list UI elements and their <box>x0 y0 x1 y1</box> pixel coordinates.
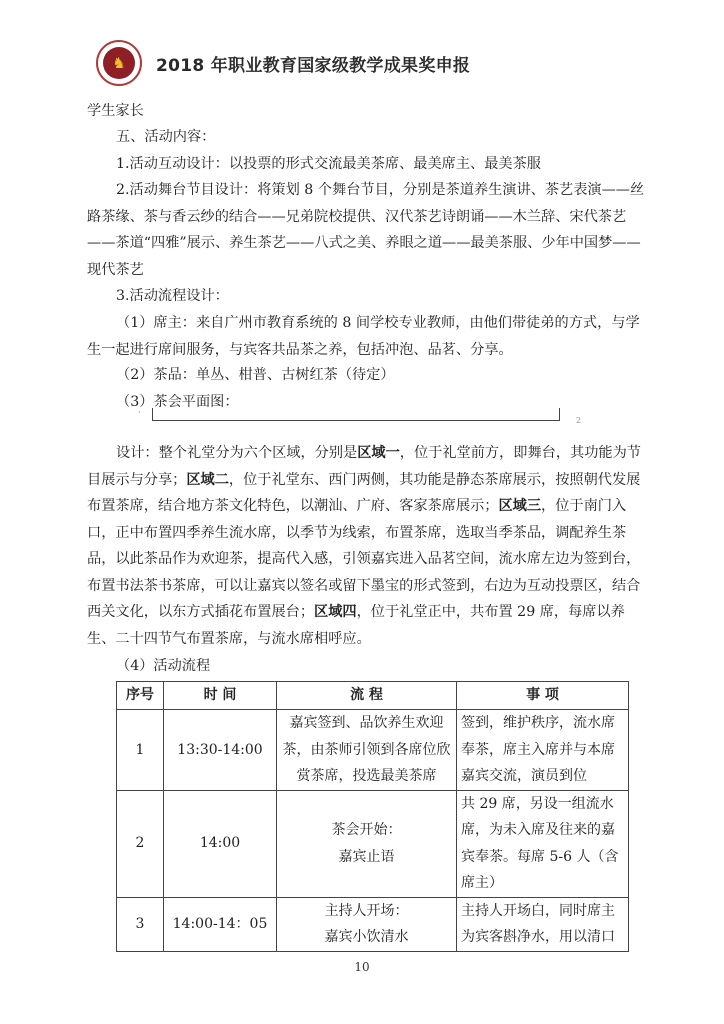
horse-icon: ♞ <box>103 47 135 79</box>
process-line-1: 主持人开场： <box>324 902 409 919</box>
cell-items: 共 29 席，另设一组流水席，为未入席及往来的嘉宾奉茶。每席 5-6 人（含席主） <box>457 790 629 897</box>
table-header-row <box>117 682 629 710</box>
design-text-5: ，位于礼堂正中，共布置 29 席，每席以养生、二十四节气布置茶席，与流水席相呼应。 <box>87 604 625 647</box>
table-row <box>117 710 629 791</box>
cell-time: 13:30-14:00 <box>164 710 277 791</box>
design-text-4: ，位于南门入口，正中布置四季养生流水席，以季节为线索，布置茶席，选取当季茶品，调配养生茶品，以此茶品作为欢迎茶，提高代入感，引领嘉宾进入品茗空间，流水席左边为签到台，布置书法茶书茶席，可以让嘉宾以签名或留下墨宝的形式签到，右边为互动投票区，结合西关文化，以东方式插花布置展台； <box>87 498 641 620</box>
floor-plan-image <box>152 408 560 421</box>
zone-four: 区域四 <box>314 604 357 620</box>
cell-time: 14:00 <box>164 790 277 897</box>
plan-mark-left: ’ <box>138 410 141 419</box>
activity-flow-table <box>116 681 629 952</box>
zone-one: 区域一 <box>357 445 400 461</box>
sub-teas: （2）茶品：单丛、柑普、古树红茶（待定） <box>116 367 395 383</box>
sub-floor-plan: （3）茶会平面图： <box>116 394 239 410</box>
design-text-3: ，位于礼堂东、西门两侧，其功能是静态茶席展示，按照朝代发展布置茶席，结合地方茶文化特色，以潮汕、广府、客家茶席展示； <box>87 471 641 514</box>
cell-items: 主持人开场白，同时席主为宾客斟净水，用以清口 <box>457 897 629 951</box>
zone-three: 区域三 <box>498 498 542 514</box>
process-line-1: 茶会开始： <box>331 822 402 838</box>
header-time: 时 间 <box>164 682 277 710</box>
cell-process: 嘉宾签到、品饮养生欢迎茶，由茶师引领到各席位欣赏茶席，投选最美茶席 <box>277 710 457 791</box>
item-stage-program: 2.活动舞台节目设计：将策划 8 个舞台节目，分别是茶道养生演讲、茶艺表演——丝路茶缘、茶与香云纱的结合——兄弟院校提供、汉代茶艺诗朗诵——木兰辞、宋代茶艺——茶道“四雅”展示、养生茶艺——八式之美、养眼之道——最美茶服、少年中国梦——现代茶艺 <box>87 182 645 278</box>
cell-process <box>277 897 457 951</box>
cell-no: 1 <box>117 710 164 791</box>
table-row <box>117 897 629 951</box>
cell-time: 14:00-14：05 <box>164 897 277 951</box>
process-line-2: 嘉宾止语 <box>338 848 395 865</box>
design-paragraph <box>87 440 647 652</box>
sub-hosts: （1）席主：来自广州市教育系统的 8 间学校专业教师，由他们带徒弟的方式，与学生一起进行席间服务，与宾客共品茶之养，包括冲泡、品茗、分享。 <box>87 315 640 358</box>
item-interactive-design: 1.活动互动设计：以投票的形式交流最美茶席、最美席主、最美茶服 <box>116 156 541 172</box>
header-process: 流 程 <box>277 682 457 710</box>
cell-no: 2 <box>117 790 164 897</box>
item-process-design: 3.活动流程设计： <box>116 288 229 304</box>
sub-activity-flow: （4）活动流程 <box>116 658 211 674</box>
continued-line: 学生家长 <box>87 103 144 119</box>
page-header <box>96 38 470 88</box>
section-heading: 五、活动内容： <box>116 129 216 145</box>
plan-mark-right: 2 <box>576 416 582 425</box>
process-line-2: 嘉宾小饮清水 <box>324 929 409 945</box>
design-text-2: ，位于礼堂前方，即舞台，其功能为节目展示与分享； <box>87 445 641 488</box>
cell-items: 签到，维护秩序，流水席奉茶，席主入席并与本席嘉宾交流，演员到位 <box>457 710 629 791</box>
header-title: 2018 年职业教育国家级教学成果奖申报 <box>156 55 471 76</box>
zone-two: 区域二 <box>186 471 229 488</box>
cell-process <box>277 790 457 897</box>
header-no: 序号 <box>117 682 164 710</box>
design-text-1: 设计：整个礼堂分为六个区域，分别是 <box>116 445 358 461</box>
header-items: 事 项 <box>457 682 629 710</box>
table-row <box>117 790 629 897</box>
school-emblem-horse-icon <box>96 40 142 86</box>
page-number: 10 <box>354 960 370 974</box>
cell-no: 3 <box>117 897 164 951</box>
